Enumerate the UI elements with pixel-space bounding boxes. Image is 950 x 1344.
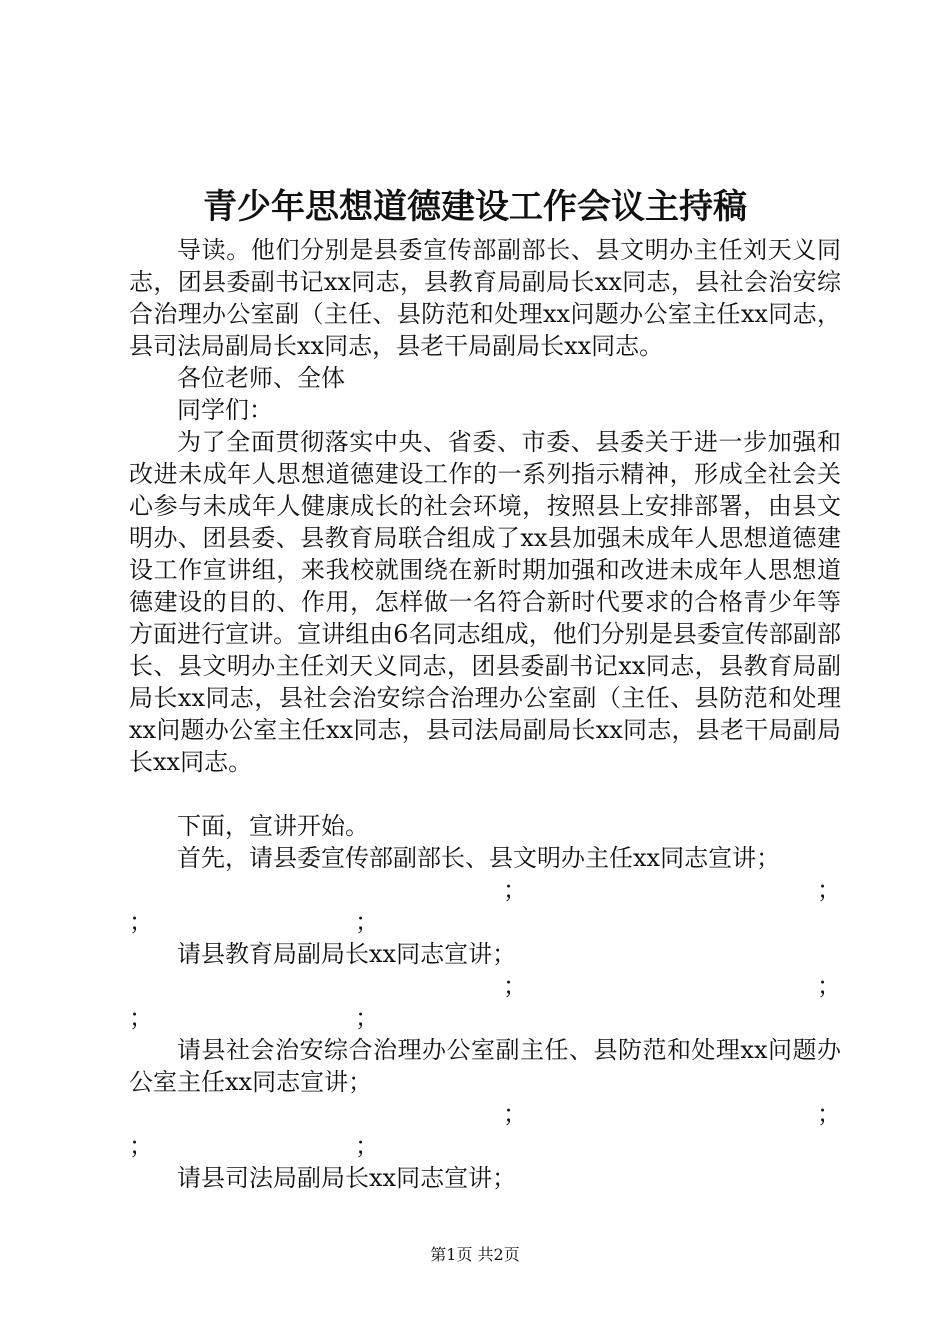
semicolon-mark: ； bbox=[129, 908, 153, 936]
document-title: 青少年思想道德建设工作会议主持稿 bbox=[203, 187, 747, 227]
placeholder-row bbox=[129, 970, 841, 1002]
document-body bbox=[129, 234, 841, 1194]
first-speaker-line: 首先，请县委宣传部副部长、县文明办主任xx同志宣讲； bbox=[177, 844, 781, 872]
semicolon-mark: ； bbox=[817, 1100, 841, 1128]
semicolon-mark: ； bbox=[817, 876, 841, 904]
intro-paragraph: 导读。他们分别是县委宣传部副部长、县文明办主任刘天义同志，团县委副书记xx同志，县教育局副局长xx同志，县社会治安综合治理办公室副（主任、县防范和处理xx问题办公室主任xx同志，县司法局副局长xx同志，县老干局副局长xx同志。 bbox=[129, 236, 841, 360]
semicolon-mark: ； bbox=[503, 972, 527, 1000]
semicolon-mark: ； bbox=[503, 876, 527, 904]
security-speaker-line: 请县社会治安综合治理办公室副主任、县防范和处理xx问题办公室主任xx同志宣讲； bbox=[129, 1036, 841, 1096]
justice-speaker-line: 请县司法局副局长xx同志宣讲； bbox=[177, 1164, 517, 1192]
placeholder-row bbox=[129, 874, 841, 906]
semicolon-mark: ； bbox=[355, 1132, 379, 1160]
semicolon-mark: ； bbox=[817, 972, 841, 1000]
semicolon-mark: ； bbox=[129, 1004, 153, 1032]
greeting-line-1: 各位老师、全体 bbox=[177, 364, 345, 392]
semicolon-mark: ； bbox=[503, 1100, 527, 1128]
semicolon-mark: ； bbox=[355, 1004, 379, 1032]
placeholder-row bbox=[129, 1098, 841, 1130]
education-speaker-line: 请县教育局副局长xx同志宣讲； bbox=[177, 940, 517, 968]
semicolon-mark: ； bbox=[355, 908, 379, 936]
greeting-line-2: 同学们： bbox=[177, 396, 273, 424]
semicolon-mark: ； bbox=[129, 1132, 153, 1160]
placeholder-row bbox=[129, 1130, 841, 1162]
placeholder-row bbox=[129, 1002, 841, 1034]
start-line: 下面，宣讲开始。 bbox=[177, 812, 369, 840]
main-paragraph: 为了全面贯彻落实中央、省委、市委、县委关于进一步加强和改进未成年人思想道德建设工作的一系列指示精神，形成全社会关心参与未成年人健康成长的社会环境，按照县上安排部署，由县文明办、团县委、县教育局联合组成了xx县加强未成年人思想道德建设工作宣讲组，来我校就围绕在新时期加强和改进未成年人思想道德建设的目的、作用，怎样做一名符合新时代要求的合格青少年等方面进行宣讲。宣讲组由6名同志组成，他们分别是县委宣传部副部长、县文明办主任刘天义同志，团县委副书记xx同志，县教育局副局长xx同志，县社会治安综合治理办公室副（主任、县防范和处理xx问题办公室主任xx同志，县司法局副局长xx同志，县老干局副局长xx同志。 bbox=[129, 428, 841, 776]
paragraph-spacer bbox=[129, 778, 841, 810]
page-number-footer: 第1页 共2页 bbox=[430, 1245, 520, 1264]
placeholder-row bbox=[129, 906, 841, 938]
